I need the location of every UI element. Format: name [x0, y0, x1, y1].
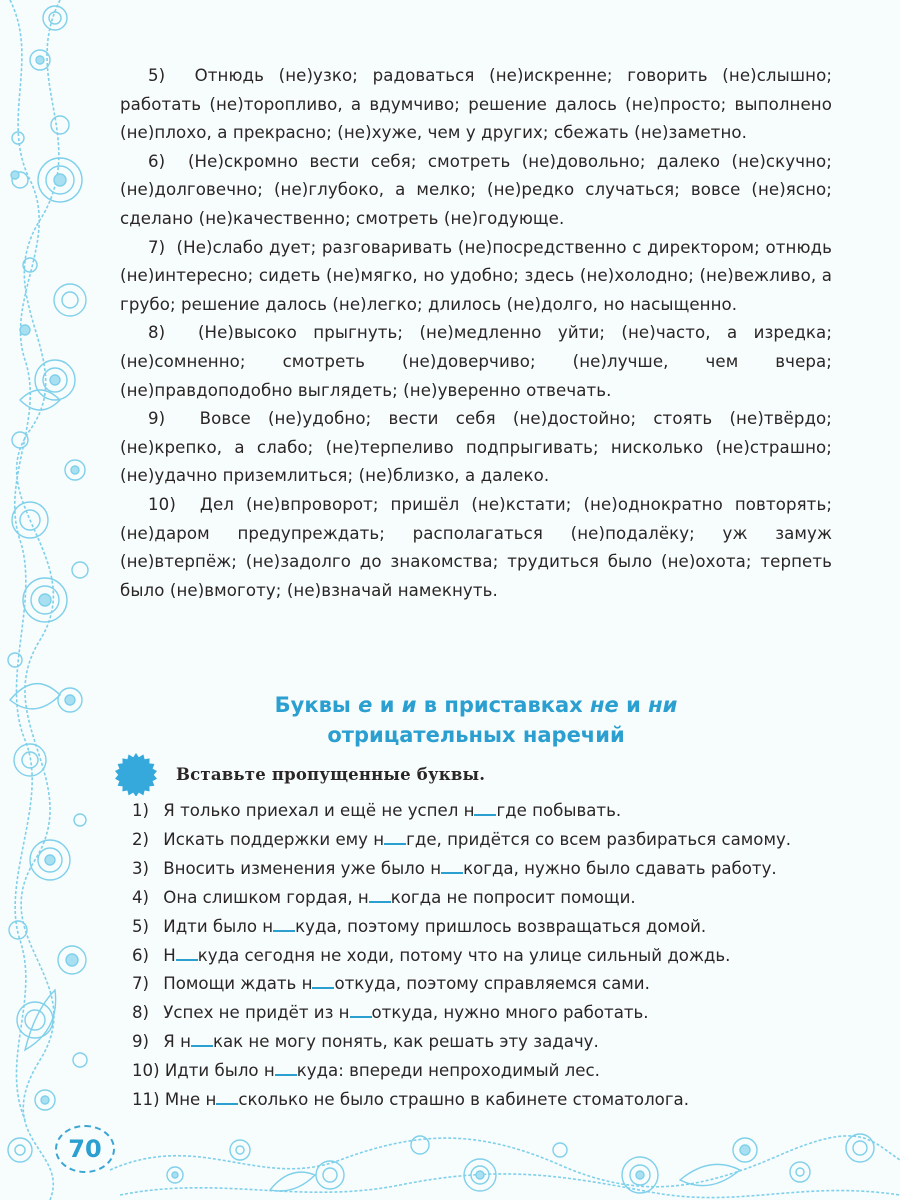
exercise-item: 11) Мне н сколько не было страшно в кабинете стоматолога. — [132, 1090, 689, 1110]
answer-paragraph: 9) Вовсе (не)удобно; вести себя (не)достойно; стоять (не)твёрдо; (не)крепко, а слабо; (не)терпеливо подпрыгивать; нисколько (не)страшно; (не)удачно приземлиться; (не)близко, а далеко. — [120, 409, 832, 486]
blank-field[interactable] — [176, 945, 198, 961]
blank-field[interactable] — [474, 800, 496, 816]
exercise-list — [132, 797, 832, 1115]
blank-field[interactable] — [191, 1031, 213, 1047]
task-instruction: Вставьте пропущенные буквы. — [176, 764, 486, 784]
answer-paragraph: 5) Отнюдь (не)узко; радоваться (не)искренне; говорить (не)слышно; работать (не)торопливо, а вдумчиво; решение далось (не)просто; выполнено (не)плохо, а прекрасно; (не)хуже, чем у других; сбежать (не)заметно. — [120, 66, 833, 143]
blank-field[interactable] — [312, 973, 334, 989]
blank-field[interactable] — [384, 829, 406, 845]
exercise-item: 10) Идти было н куда: впереди непроходимый лес. — [132, 1061, 600, 1081]
blank-field[interactable] — [273, 916, 295, 932]
blank-field[interactable] — [369, 887, 391, 903]
page-number — [55, 1125, 115, 1173]
exercise-item: 5) Идти было н куда, поэтому пришлось возвращаться домой. — [132, 916, 707, 936]
exercise-item: 9) Я н как не могу понять, как решать эту задачу. — [132, 1032, 599, 1052]
answer-paragraph: 10) Дел (не)впроворот; пришёл (не)кстати; (не)однократно повторять; (не)даром предупреждать; располагаться (не)подалёку; уж замуж (не)втерпёж; (не)задолго до знакомства; трудиться было (не)охота; терпеть было (не)вмоготу; (не)взначай намекнуть. — [120, 494, 833, 600]
task-header — [114, 752, 485, 796]
exercise-item: 1) Я только приехал и ещё не успел н где побывать. — [132, 801, 622, 820]
answer-paragraph: 7) (Не)слабо дует; разговаривать (не)посредственно с директором; отнюдь (не)интересно; сидеть (не)мягко, но удобно; здесь (не)холодно; (не)вежливо, а грубо; решение далось (не)легко; длилось (не)долго, но насыщенно. — [120, 237, 833, 314]
answer-paragraph: 6) (Не)скромно вести себя; смотреть (не)довольно; далеко (не)скучно; (не)долговечно; (не)глубоко, а мелко; (не)редко случаться; вовсе (не)ясно; сделано (не)качественно; смотреть (не)годующе. — [120, 151, 832, 228]
page-number-label: 70 — [68, 1135, 102, 1163]
exercise-item: 7) Помощи ждать н откуда, поэтому справляемся сами. — [132, 974, 650, 994]
floral-ornament-left — [0, 0, 108, 1200]
exercise-item: 3) Вносить изменения уже было н когда, нужно было сдавать работу. — [132, 858, 777, 878]
exercise-item: 6) Н куда сегодня не ходи, потому что на улице сильный дождь. — [132, 945, 731, 965]
exercise-item: 2) Искать поддержки ему н где, придётся со всем разбираться самому. — [132, 829, 792, 849]
answers-section — [120, 62, 832, 605]
exercise-item: 4) Она слишком гордая, н когда не попросит помощи. — [132, 887, 636, 907]
blank-field[interactable] — [275, 1060, 297, 1076]
section-title: Буквы е и и в приставках не и ни отрицательных наречий — [274, 693, 678, 748]
blue-seal-icon — [114, 752, 158, 796]
answer-paragraph: 8) (Не)высоко прыгнуть; (не)медленно уйти; (не)часто, а изредка; (не)сомненно; смотреть (не)доверчиво; (не)лучше, чем вчера; (не)правдоподобно выглядеть; (не)уверенно отвечать. — [120, 323, 833, 400]
blank-field[interactable] — [441, 858, 463, 874]
floral-ornament-bottom — [0, 1120, 900, 1200]
blank-field[interactable] — [350, 1002, 372, 1018]
exercise-item: 8) Успех не придёт из н откуда, нужно много работать. — [132, 1003, 649, 1023]
blank-field[interactable] — [216, 1089, 238, 1105]
